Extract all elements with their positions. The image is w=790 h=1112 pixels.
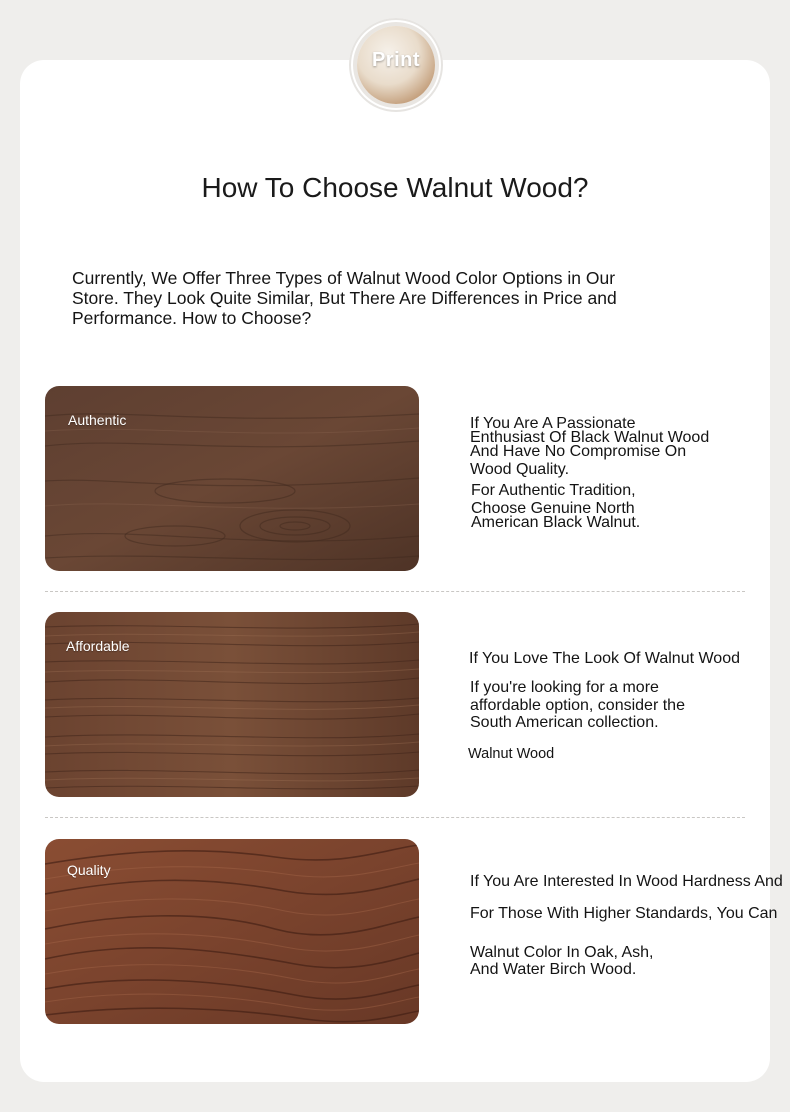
description-line: If You Are Interested In Wood Hardness And — [470, 873, 783, 890]
intro-line: Currently, We Offer Three Types of Walnut Wood Color Options in Our — [72, 268, 616, 288]
description-line: Choose Genuine North — [471, 500, 635, 517]
wood-swatch-quality — [45, 839, 419, 1024]
description-line: Wood Quality. — [470, 461, 570, 478]
intro-line: Store. They Look Quite Similar, But There Are Differences in Price and — [72, 288, 617, 308]
description-line: For Authentic Tradition, — [471, 482, 636, 499]
swatch-label: Quality — [67, 862, 111, 878]
intro-line: Performance. How to Choose? — [72, 308, 312, 328]
page-title: How To Choose Walnut Wood? — [201, 172, 589, 203]
description-line: affordable option, consider the — [470, 697, 685, 714]
description-line: Enthusiast Of Black Walnut Wood — [470, 429, 710, 446]
description-line: If you're looking for a more — [470, 679, 659, 696]
description-line: Walnut Color In Oak, Ash, — [470, 944, 654, 961]
wood-swatch-authentic — [45, 386, 419, 571]
print-badge-text: Print — [371, 48, 421, 71]
description-line: And Water Birch Wood. — [470, 961, 637, 978]
description-line: And Have No Compromise On — [470, 443, 687, 460]
description-line: American Black Walnut. — [471, 514, 641, 531]
print-badge — [357, 26, 435, 104]
description-line: South American collection. — [470, 714, 659, 731]
description-line: If You Love The Look Of Walnut Wood — [469, 650, 740, 667]
swatch-label: Authentic — [68, 412, 127, 428]
description-line: Walnut Wood — [468, 746, 555, 762]
wood-swatch-affordable — [45, 612, 419, 797]
section-divider — [45, 591, 745, 592]
swatch-label: Affordable — [66, 638, 130, 654]
description-line: If You Are A Passionate — [470, 415, 636, 432]
section-divider — [45, 817, 745, 818]
description-line: For Those With Higher Standards, You Can — [470, 905, 778, 922]
intro-paragraph — [72, 268, 702, 328]
